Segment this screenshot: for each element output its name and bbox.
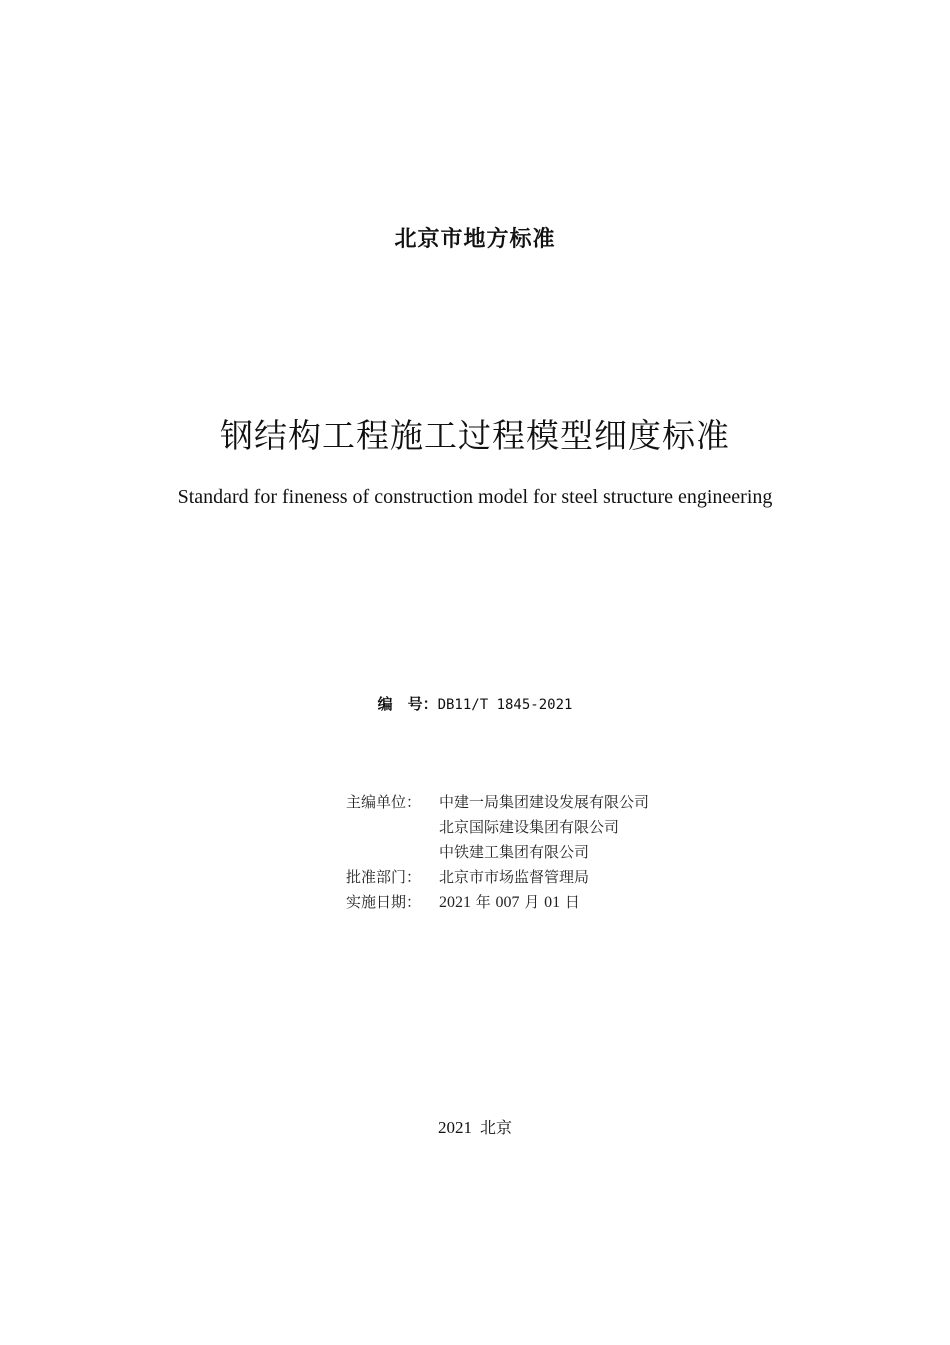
info-block	[346, 790, 649, 915]
editor-value: 中铁建工集团有限公司	[439, 843, 590, 861]
header-title: 北京市地方标准	[394, 227, 556, 252]
date-value	[439, 890, 580, 915]
info-row-date	[346, 890, 649, 915]
info-label-spacer	[346, 815, 439, 840]
footer-place: 北京	[479, 1118, 512, 1137]
footer-year: 2021	[437, 1118, 472, 1137]
editor-value: 中建一局集团建设发展有限公司	[439, 793, 650, 811]
date-year-unit: 年	[471, 893, 496, 911]
date-day-unit: 日	[560, 893, 580, 911]
info-row-editor-1	[346, 790, 649, 815]
standard-number-value: DB11/T 1845-2021	[437, 697, 573, 713]
info-row-approval	[346, 865, 649, 890]
info-row-editor-2	[346, 815, 649, 840]
standard-number-label: 编 号：	[377, 695, 438, 713]
info-row-editor-3	[346, 840, 649, 865]
document-title-cn: 钢结构工程施工过程模型细度标准	[220, 416, 730, 455]
date-day: 01	[544, 894, 561, 911]
editor-label: 主编单位：	[346, 793, 422, 811]
approval-label: 批准部门：	[346, 868, 422, 886]
document-title-en: Standard for fineness of construction model for steel structure engineering	[177, 486, 773, 508]
info-label-spacer	[346, 840, 439, 865]
date-month-unit: 月	[519, 893, 545, 911]
date-year: 2021	[439, 894, 471, 911]
approval-value: 北京市市场监督管理局	[439, 868, 590, 886]
editor-value: 北京国际建设集团有限公司	[439, 818, 620, 836]
date-label: 实施日期：	[346, 893, 422, 911]
standard-number	[0, 693, 950, 714]
footer	[0, 1115, 950, 1138]
date-month: 007	[495, 894, 520, 911]
